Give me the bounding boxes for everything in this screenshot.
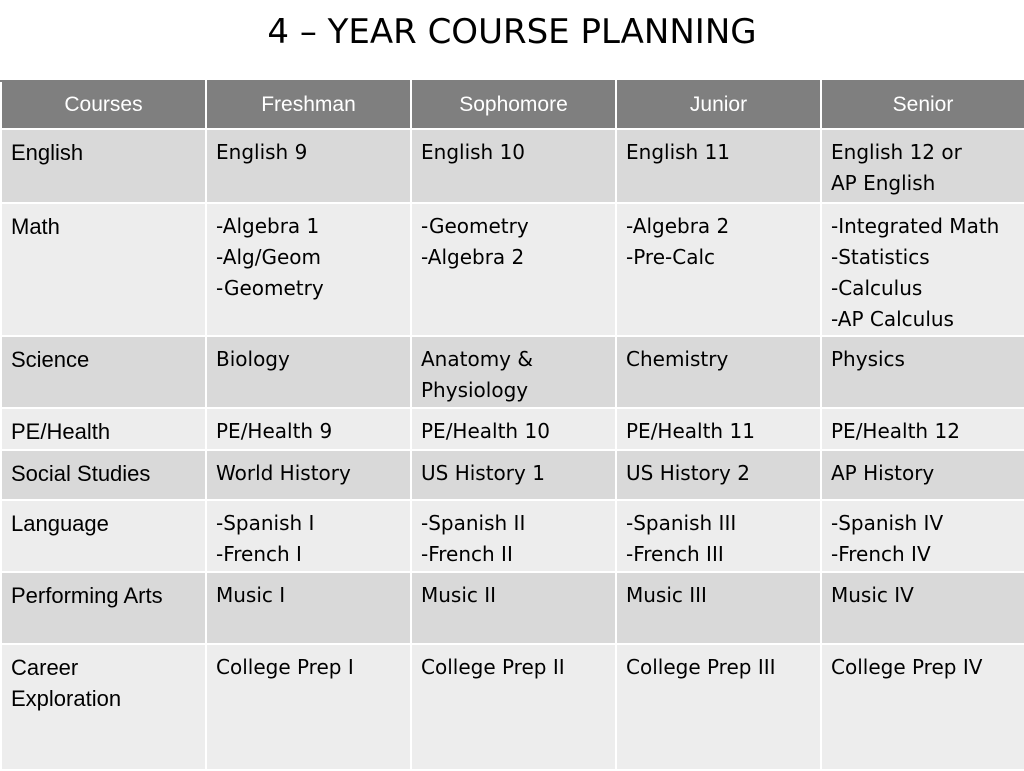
subject-cell bbox=[1, 336, 206, 408]
course-cell-junior bbox=[616, 644, 821, 770]
course-name: -French III bbox=[626, 542, 724, 566]
course-name: -Calculus bbox=[831, 276, 923, 300]
course-name: Physiology bbox=[421, 378, 529, 402]
subject-cell bbox=[1, 129, 206, 203]
table-row bbox=[1, 408, 1024, 450]
course-cell-sophomore bbox=[411, 450, 616, 500]
subject-label: English bbox=[11, 140, 84, 165]
course-name: Biology bbox=[216, 347, 290, 371]
course-cell-sophomore bbox=[411, 644, 616, 770]
course-name: -Alg/Geom bbox=[216, 245, 321, 269]
course-name: -French IV bbox=[831, 542, 931, 566]
course-cell-sophomore bbox=[411, 500, 616, 572]
subject-cell bbox=[1, 408, 206, 450]
table-row bbox=[1, 336, 1024, 408]
course-cell-senior bbox=[821, 644, 1024, 770]
course-name: Music IV bbox=[831, 583, 914, 607]
course-cell-freshman bbox=[206, 644, 411, 770]
course-cell-junior bbox=[616, 336, 821, 408]
course-name: Anatomy & bbox=[421, 347, 533, 371]
course-name: AP History bbox=[831, 461, 935, 485]
course-cell-junior bbox=[616, 129, 821, 203]
course-name: Music III bbox=[626, 583, 707, 607]
course-name: AP English bbox=[831, 171, 936, 195]
course-cell-senior bbox=[821, 450, 1024, 500]
course-cell-senior bbox=[821, 572, 1024, 644]
course-name: Chemistry bbox=[626, 347, 729, 371]
table-row bbox=[1, 500, 1024, 572]
course-name: -Algebra 2 bbox=[421, 245, 525, 269]
course-cell-junior bbox=[616, 203, 821, 336]
course-cell-freshman bbox=[206, 203, 411, 336]
course-cell-freshman bbox=[206, 450, 411, 500]
course-name: -Spanish II bbox=[421, 511, 526, 535]
subject-label: Career bbox=[11, 655, 79, 680]
course-name: PE/Health 12 bbox=[831, 419, 960, 443]
course-name: English 9 bbox=[216, 140, 308, 164]
table-row bbox=[1, 203, 1024, 336]
subject-cell bbox=[1, 644, 206, 770]
subject-label: Language bbox=[11, 511, 109, 536]
course-name: -AP Calculus bbox=[831, 307, 954, 331]
course-cell-sophomore bbox=[411, 408, 616, 450]
header-row bbox=[1, 81, 1024, 129]
course-cell-senior bbox=[821, 129, 1024, 203]
subject-cell bbox=[1, 450, 206, 500]
header-junior: Junior bbox=[616, 81, 821, 129]
course-name: -French II bbox=[421, 542, 513, 566]
course-name: -Algebra 2 bbox=[626, 214, 730, 238]
course-name: -Spanish IV bbox=[831, 511, 944, 535]
course-cell-junior bbox=[616, 408, 821, 450]
table-row bbox=[1, 644, 1024, 770]
course-name: Music II bbox=[421, 583, 497, 607]
course-name: College Prep II bbox=[421, 655, 565, 679]
course-name: -Algebra 1 bbox=[216, 214, 320, 238]
course-planning-table bbox=[0, 80, 1024, 771]
course-name: College Prep IV bbox=[831, 655, 983, 679]
course-name: -Integrated Math bbox=[831, 214, 1000, 238]
subject-label: Math bbox=[11, 214, 60, 239]
header-courses: Courses bbox=[1, 81, 206, 129]
course-name: English 10 bbox=[421, 140, 526, 164]
course-cell-sophomore bbox=[411, 129, 616, 203]
course-name: -Geometry bbox=[421, 214, 529, 238]
course-cell-sophomore bbox=[411, 572, 616, 644]
course-name: English 12 or bbox=[831, 140, 962, 164]
course-name: -Spanish III bbox=[626, 511, 737, 535]
course-name: -Statistics bbox=[831, 245, 930, 269]
subject-label: Science bbox=[11, 347, 90, 372]
table-row bbox=[1, 129, 1024, 203]
course-cell-senior bbox=[821, 203, 1024, 336]
header-senior: Senior bbox=[821, 81, 1024, 129]
subject-cell bbox=[1, 203, 206, 336]
course-name: College Prep I bbox=[216, 655, 354, 679]
header-sophomore: Sophomore bbox=[411, 81, 616, 129]
course-cell-freshman bbox=[206, 500, 411, 572]
subject-label: Social Studies bbox=[11, 461, 151, 486]
course-name: College Prep III bbox=[626, 655, 776, 679]
course-cell-senior bbox=[821, 408, 1024, 450]
course-name: PE/Health 9 bbox=[216, 419, 333, 443]
subject-label: Exploration bbox=[11, 686, 122, 711]
course-cell-senior bbox=[821, 500, 1024, 572]
course-cell-freshman bbox=[206, 572, 411, 644]
course-name: -Pre-Calc bbox=[626, 245, 716, 269]
course-cell-senior bbox=[821, 336, 1024, 408]
course-cell-junior bbox=[616, 450, 821, 500]
course-name: -Geometry bbox=[216, 276, 324, 300]
course-cell-freshman bbox=[206, 129, 411, 203]
course-cell-sophomore bbox=[411, 336, 616, 408]
course-cell-junior bbox=[616, 572, 821, 644]
course-name: US History 2 bbox=[626, 461, 750, 485]
course-name: US History 1 bbox=[421, 461, 545, 485]
header-freshman: Freshman bbox=[206, 81, 411, 129]
course-name: Physics bbox=[831, 347, 905, 371]
course-name: PE/Health 10 bbox=[421, 419, 550, 443]
subject-cell bbox=[1, 572, 206, 644]
subject-cell bbox=[1, 500, 206, 572]
course-name: PE/Health 11 bbox=[626, 419, 755, 443]
course-name: -Spanish I bbox=[216, 511, 315, 535]
course-cell-freshman bbox=[206, 408, 411, 450]
course-cell-junior bbox=[616, 500, 821, 572]
course-name: -French I bbox=[216, 542, 302, 566]
course-cell-sophomore bbox=[411, 203, 616, 336]
subject-label: PE/Health bbox=[11, 419, 111, 444]
table-row bbox=[1, 572, 1024, 644]
course-name: Music I bbox=[216, 583, 286, 607]
table-row bbox=[1, 450, 1024, 500]
course-name: World History bbox=[216, 461, 351, 485]
subject-label: Performing Arts bbox=[11, 583, 163, 608]
course-name: English 11 bbox=[626, 140, 731, 164]
course-cell-freshman bbox=[206, 336, 411, 408]
page-title: 4 – YEAR COURSE PLANNING bbox=[267, 12, 757, 52]
